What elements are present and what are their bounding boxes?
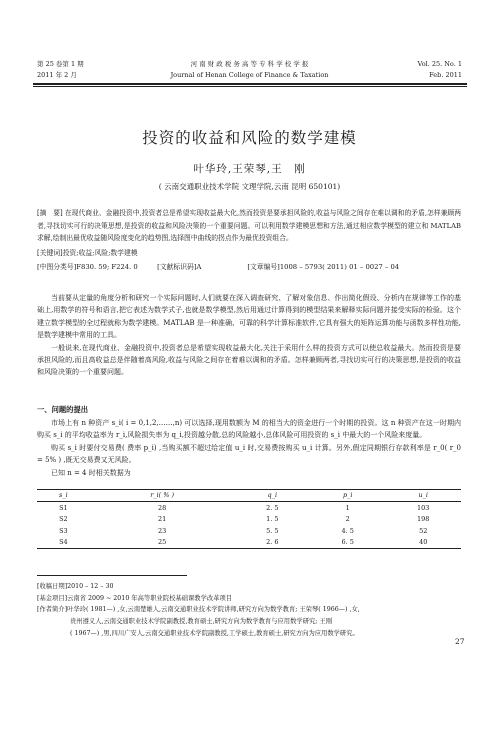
footnote-rule: [37, 575, 187, 576]
table-cell: 2: [345, 515, 350, 524]
paper-authors: 叶华玲,王荣琴,王 刚: [193, 163, 306, 175]
table-cell: 1: [345, 503, 350, 512]
paper-affiliation: ( 云南交通职业技术学院 文理学院,云南 昆明 650101): [158, 182, 341, 191]
table-cell: 25: [90, 537, 235, 549]
footnotes: [37, 581, 465, 640]
intro-paragraph-2: 一般说来,在现代商业、金融投资中,投资者总是希望实现收益最大化,关注于采用什么样的投资方式可以使总收益最大。然而投资是要承担风险的,而且高收益总是伴随着高风险,收益与风险之间存在着难以调和的矛盾。怎样兼顾两者,寻找切实可行的决策思想,是投资的收益和风险决策的一个重要问题。: [37, 343, 461, 377]
table-row: [37, 502, 461, 514]
header-rule-thick: [33, 83, 467, 85]
footnote-funding: [基金项目]云南省 2009 ~ 2010 年高等职业院校基础课教学改革项目: [37, 594, 233, 602]
header-issue: 第 25 卷第 1 期: [37, 60, 84, 68]
abstract-text: 在现代商业、金融投资中,投资者总是希望实现收益最大化,然而投资是要承担风险的,收益与风险之间存在难以调和的矛盾,怎样兼顾两者,寻找切实可行的决策思想,是投资的收益和风险决策的一个重要问题。可以利用数学建模思想和方法,通过相应数学模型的建立和 MATLAB 求解,绘制出最优收益随风险度变化的趋势图,选择图中曲线的拐点作为最优投资组合。: [37, 209, 461, 243]
intro-body: [37, 292, 461, 379]
keywords-label: [关键词]: [37, 249, 63, 257]
table-cell: 1. 5: [266, 515, 279, 524]
section-heading: 一、问题的提出: [37, 405, 89, 414]
table-cell: S4: [37, 537, 90, 549]
table-cell: 28: [158, 503, 167, 512]
table-cell: 103: [417, 503, 430, 512]
table-cell: 2. 5: [266, 503, 279, 512]
classification: [37, 261, 461, 273]
col-header-risk: q_i: [235, 490, 310, 502]
section-paragraph-1: 市场上有 n 种资产 s_i( i = 0,1,2,……,n) 可以选择,现用数额为 M 的相当大的资金进行一个时期的投资。这 n 种资产在这一时期内购买 s_i 的平均收益率为 r_i,风险损失率为 q_i,投资越分散,总的风险越小,总体风险可用投资的 s_i 中最大的一个风险来度量。: [37, 419, 461, 440]
table-cell: 23: [158, 526, 167, 535]
header-journal-en: Journal of Henan College of Finance & Taxation: [170, 71, 329, 79]
table-row: [37, 514, 461, 526]
table-cell: 40: [385, 537, 461, 549]
section-paragraph-3: 已知 n = 4 时相关数据为: [51, 468, 131, 477]
header-date: 2011 年 2 月: [37, 71, 77, 79]
col-header-threshold: u_i: [385, 490, 461, 502]
doc-code: [文献标识码]A: [157, 263, 202, 271]
col-header-fee: p_i: [310, 490, 385, 502]
footnote-authors-cont: ( 1967—) ,男,四川广安人,云南交通职业技术学院副教授,工学硕士,教育硕士,研究方向为应用数学研究。: [70, 629, 359, 637]
section-paragraph-2: 购买 s_i 时要付交易费( 费率 p_i) ,当购买额不超过给定值 u_i 时,交易费按购买 u_i 计算。另外,假定同期银行存款利率是 r_0( r_0 = 5% ) ,既无交易费又无风险。: [37, 443, 461, 465]
table-cell: S3: [59, 526, 68, 535]
header-rule-thin: [33, 86, 467, 87]
table-row: [37, 525, 461, 537]
keywords-text: 投资;收益;风险;数学建模: [62, 249, 138, 257]
col-header-asset: s_i: [37, 490, 90, 502]
header-volume: Vol. 25. No. 1: [417, 60, 462, 68]
article-number: [文章编号]1008 – 5793( 2011) 01 – 0027 – 04: [247, 263, 400, 271]
intro-paragraph-1: 当前要从定量的角度分析和研究一个实际问题时,人们就要在深入调查研究、了解对象信息、作出简化假设、分析内在规律等工作的基础上,用数学的符号和语言,把它表述为数学式子,也就是数学模型,然后用通过计算得到的模型结果来解释实际问题并接受实际的检验。这个建立数学模型的全过程就称为数学建模。MATLAB 是一种准确、可靠的科学计算标准软件,它具有强大的矩阵运算功能与函数多样性功能,是数学建模中常用的工具。: [37, 294, 461, 340]
col-header-return: r_i( % ): [90, 490, 235, 502]
page-number: 27: [455, 637, 465, 646]
section-body: [37, 417, 461, 479]
table-header-row: [37, 490, 461, 502]
footnote-authors-cont: 贵州遵义人,云南交通职业技术学院副教授,教育硕士,研究方向为数学教育与应用数学研究; 王刚: [70, 618, 333, 626]
keywords: [37, 247, 461, 259]
table-cell: 6. 5: [310, 537, 385, 549]
table-cell: S1: [59, 503, 68, 512]
table-cell: 4. 5: [341, 526, 354, 535]
table-row: [37, 537, 461, 549]
paper-title: 投资的收益和风险的数学建模: [142, 129, 357, 147]
footnote-received: [收稿日期]2010 – 12 – 30: [37, 583, 114, 590]
table-cell: 2. 6: [235, 537, 310, 549]
asset-data-table: [37, 489, 461, 549]
table-cell: 198: [417, 515, 430, 524]
table-cell: 52: [419, 526, 428, 535]
table-cell: S2: [59, 515, 68, 524]
clc-code: [中图分类号]F830. 59; F224. 0: [37, 263, 138, 271]
abstract-label: [摘 要]: [37, 209, 63, 217]
header-journal-cn: 河 南 财 政 税 务 高 等 专 科 学 校 学 报: [190, 60, 309, 68]
table-cell: 21: [158, 515, 167, 524]
footnote-authors: [作者简介]叶华玲( 1981—) ,女,云南楚雄人,云南交通职业技术学院讲师,研究方向为数学教育; 王荣琴( 1966—) ,女,: [37, 606, 360, 614]
table-cell: 5. 5: [266, 526, 279, 535]
abstract: [37, 207, 461, 245]
header-month: Feb. 2011: [429, 71, 462, 79]
